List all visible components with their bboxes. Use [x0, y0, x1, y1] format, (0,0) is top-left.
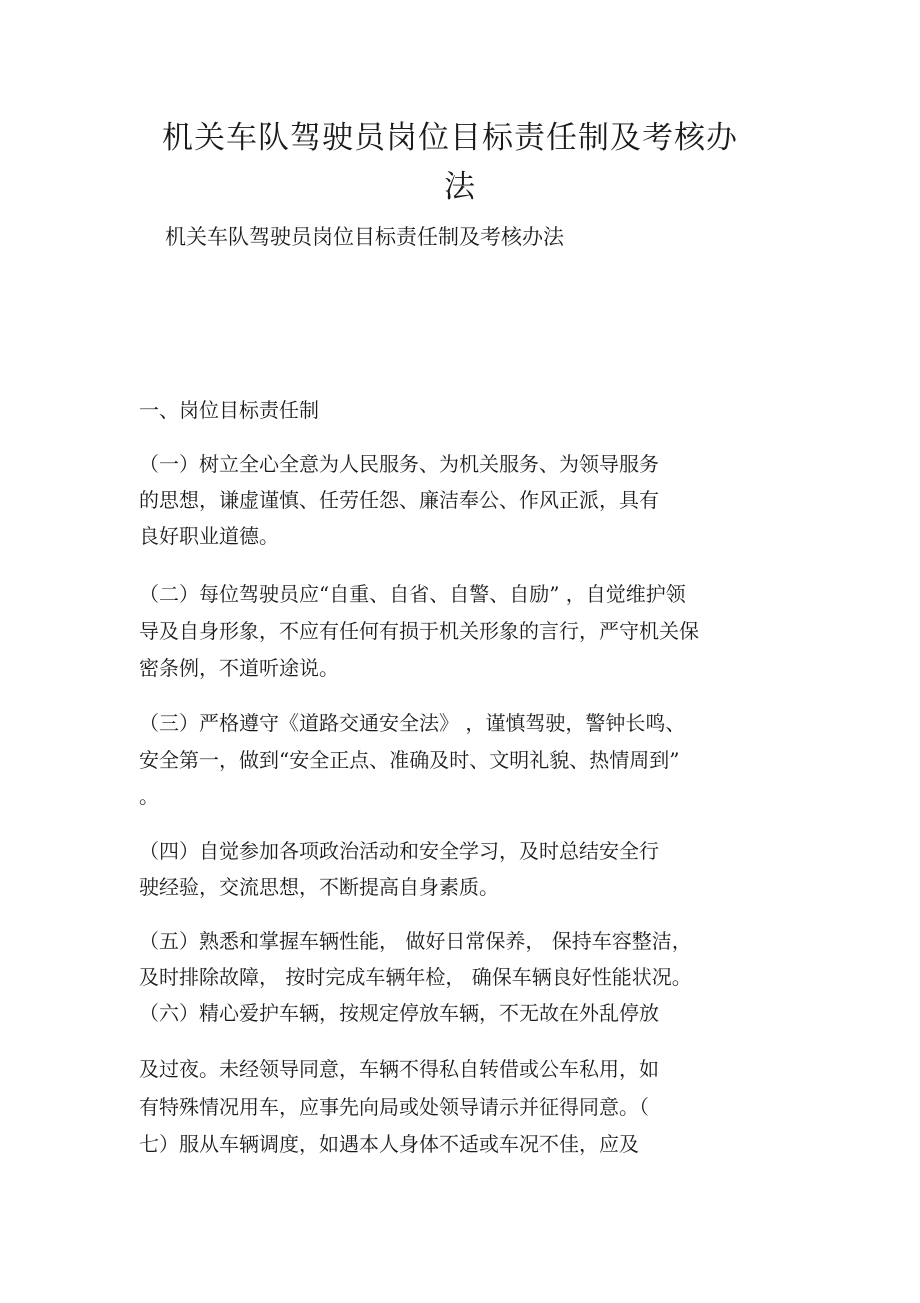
body-line: （一）树立全心全意为人民服务、为机关服务、为领导服务	[139, 452, 659, 476]
body-line: 及过夜。未经领导同意，车辆不得私自转借或公车私用，如	[139, 1057, 659, 1081]
section-heading: 一、岗位目标责任制	[139, 398, 319, 422]
document-title-line-1: 机关车队驾驶员岗位目标责任制及考核办	[162, 120, 738, 156]
document-subtitle: 机关车队驾驶员岗位目标责任制及考核办法	[165, 225, 564, 249]
body-line: 有特殊情况用车，应事先向局或处领导请示并征得同意。（	[139, 1095, 649, 1119]
body-line: （六）精心爱护车辆，按规定停放车辆，不无故在外乱停放	[139, 1001, 659, 1025]
body-line: 及时排除故障， 按时完成车辆年检， 确保车辆良好性能状况。	[139, 965, 692, 989]
body-line: 密条例，不道听途说。	[139, 656, 339, 680]
body-line: 安全第一，做到“安全正点、准确及时、文明礼貌、热情周到”	[139, 748, 680, 772]
body-line: （二）每位驾驶员应“自重、自省、自警、自励” ，自觉维护领	[139, 582, 686, 606]
document-title-line-2: 法	[444, 169, 476, 205]
body-line: 驶经验，交流思想，不断提高自身素质。	[139, 875, 499, 899]
body-line: 的思想，谦虚谨慎、任劳任怨、廉洁奉公、作风正派，具有	[139, 488, 659, 512]
body-line: 导及自身形象，不应有任何有损于机关形象的言行，严守机关保	[139, 619, 699, 643]
body-line: （四）自觉参加各项政治活动和安全学习，及时总结安全行	[139, 839, 659, 863]
body-line: （三）严格遵守《道路交通安全法》 ，谨慎驾驶，警钟长鸣、	[139, 711, 686, 735]
body-line: （五）熟悉和掌握车辆性能， 做好日常保养， 保持车容整洁，	[139, 929, 692, 953]
body-line: 良好职业道德。	[139, 524, 279, 548]
body-line: 。	[139, 784, 159, 808]
body-line: 七）服从车辆调度，如遇本人身体不适或车况不佳，应及	[139, 1132, 639, 1156]
